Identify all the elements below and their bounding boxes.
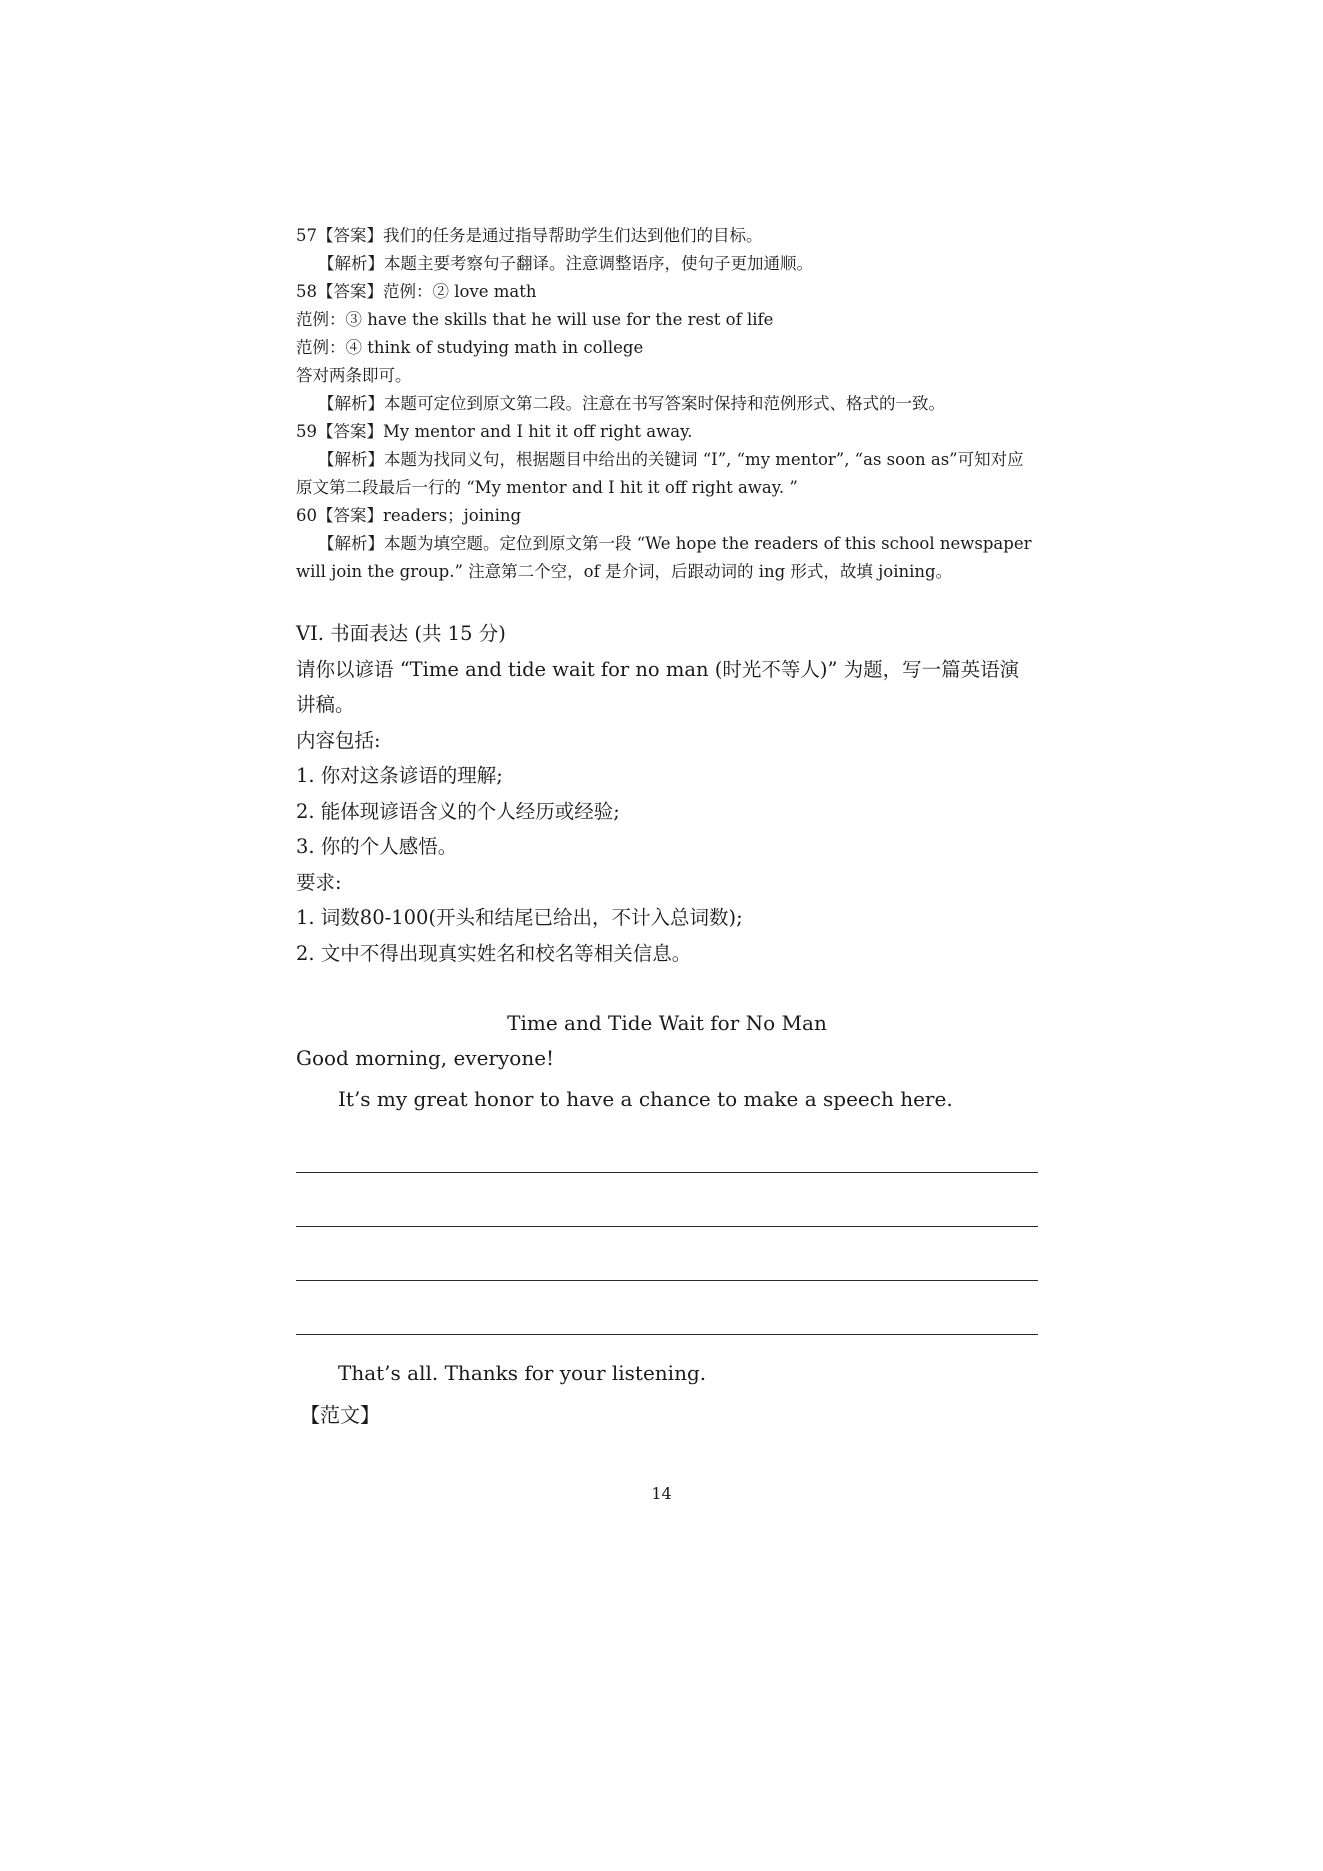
q59-analysis: 【解析】本题为找同义句，根据题目中给出的关键词 “I”, “my mentor”, “as soon as”可知对应原文第二段最后一行的 “My mentor and I hit it off right away. ” bbox=[296, 450, 1024, 497]
q58-example-3: 范例：③ have the skills that he will use for the rest of life bbox=[296, 310, 774, 329]
content-label: 内容包括: bbox=[296, 728, 381, 752]
writing-line[interactable] bbox=[296, 1173, 1038, 1227]
answer-lines bbox=[296, 1119, 1038, 1335]
q60-analysis: 【解析】本题为填空题。定位到原文第一段 “We hope the readers of this school newspaper will join the group.” 注意第二个空，of 是介词，后跟动词的 ing 形式，故填 joining。 bbox=[296, 534, 1032, 581]
content-item: 1. 你对这条谚语的理解; bbox=[296, 764, 503, 787]
writing-line[interactable] bbox=[296, 1227, 1038, 1281]
requirement-item: 1. 词数80-100(开头和结尾已给出，不计入总词数); bbox=[296, 906, 743, 929]
sample-essay-label: 【范文】 bbox=[300, 1403, 380, 1427]
q58-note: 答对两条即可。 bbox=[296, 366, 412, 385]
essay-opening: It’s my great honor to have a chance to make a speech here. bbox=[338, 1087, 953, 1111]
writing-line[interactable] bbox=[296, 1281, 1038, 1335]
requirement-item: 2. 文中不得出现真实姓名和校名等相关信息。 bbox=[296, 941, 692, 965]
q58-analysis: 【解析】本题可定位到原文第二段。注意在书写答案时保持和范例形式、格式的一致。 bbox=[318, 394, 945, 413]
content-item: 3. 你的个人感悟。 bbox=[296, 835, 458, 858]
q59-answer: 59【答案】My mentor and I hit it off right away. bbox=[296, 422, 693, 441]
requirements-label: 要求: bbox=[296, 870, 342, 894]
q57-answer: 57【答案】我们的任务是通过指导帮助学生们达到他们的目标。 bbox=[296, 226, 763, 245]
essay-title: Time and Tide Wait for No Man bbox=[507, 1011, 827, 1035]
document-page bbox=[296, 222, 1038, 1433]
q57-analysis: 【解析】本题主要考察句子翻译。注意调整语序，使句子更加通顺。 bbox=[318, 254, 813, 273]
essay-closing: That’s all. Thanks for your listening. bbox=[338, 1361, 707, 1385]
answer-key-section bbox=[296, 222, 1038, 586]
section-heading: VI. 书面表达 (共 15 分) bbox=[296, 622, 506, 645]
q60-answer: 60【答案】readers；joining bbox=[296, 506, 522, 525]
essay-greeting: Good morning, everyone! bbox=[296, 1046, 555, 1070]
content-item: 2. 能体现谚语含义的个人经历或经验; bbox=[296, 799, 620, 823]
q58-example-4: 范例：④ think of studying math in college bbox=[296, 338, 644, 357]
writing-prompt: 请你以谚语 “Time and tide wait for no man (时光不等人)” 为题，写一篇英语演讲稿。 bbox=[296, 657, 1020, 716]
page-number: 14 bbox=[651, 1484, 672, 1503]
writing-section bbox=[296, 616, 1038, 971]
q58-answer: 58【答案】范例：② love math bbox=[296, 282, 537, 301]
writing-line[interactable] bbox=[296, 1119, 1038, 1173]
